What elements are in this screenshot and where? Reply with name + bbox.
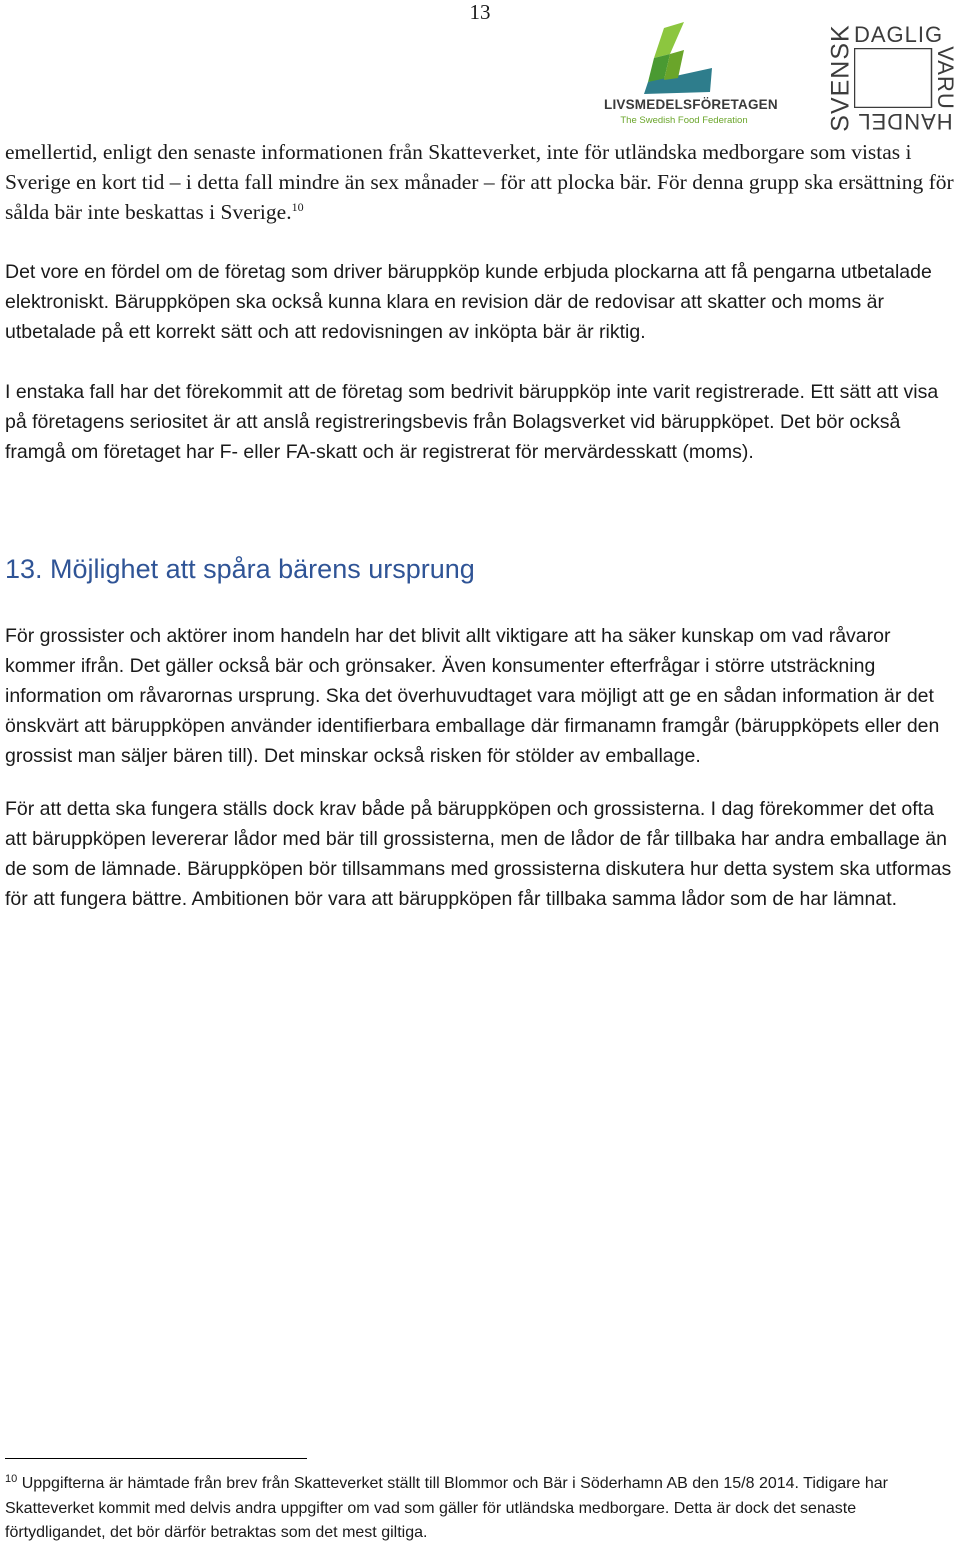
page-number: 13 — [469, 0, 491, 24]
livsmedelsforetagen-logo — [604, 20, 778, 128]
footnote-number: 10 — [5, 1473, 18, 1485]
sdh-svensk-text: SVENSK — [826, 24, 855, 132]
sdh-daglig-text: DAGLIG — [854, 22, 944, 47]
sdh-varu-text: VARU — [933, 46, 958, 110]
document-body — [5, 137, 960, 914]
livsmedelsforetagen-mark-icon — [604, 20, 764, 96]
paragraph-4: För grossister och aktörer inom handeln har det blivit allt viktigare att ha säker kunskap om vad råvaror kommer ifrån. Det gäller också bär och grönsaker. Även konsumenter efterfrågar i större utsträckning information om råvarornas ursprung. Ska det överhuvudtaget vara möjligt att ge en sådan information är det önskvärt att bäruppköpen använder identifierbara emballage där firmanamn framgår (bäruppköpets eller den grossist man säljer bären till). Det minskar också risken för stölder av emballage. — [5, 625, 940, 767]
sdh-handel-text: HANDEL — [857, 109, 953, 134]
footnote — [5, 1472, 960, 1546]
section-heading: 13. Möjlighet att spåra bärens ursprung — [5, 554, 475, 584]
paragraph-2: Det vore en fördel om de företag som driver bäruppköp kunde erbjuda plockarna att få pengarna utbetalade elektroniskt. Bäruppköpen ska också kunna klara en revision där de redovisar att skatter och moms är utbetalade på ett korrekt sätt och att redovisningen av inköpta bär är riktig. — [5, 261, 932, 343]
footnote-ref-10[interactable]: 10 — [291, 200, 304, 214]
svensk-dagligvaruhandel-logo — [828, 22, 960, 134]
sdh-frame-icon — [854, 48, 934, 108]
livsmedelsforetagen-name: LIVSMEDELSFÖRETAGEN — [604, 97, 778, 112]
paragraph-3: I enstaka fall har det förekommit att de företag som bedrivit bäruppköp inte varit registrerade. Ett sätt att visa på företagens seriositet är att anslå registreringsbevis från Bolagsverket vid bäruppköpet. Det bör också framgå om företaget har F- eller FA-skatt och är registrerat för mervärdesskatt (moms). — [5, 381, 939, 463]
footnote-text: Uppgifterna är hämtade från brev från Skatteverket ställt till Blommor och Bär i Söderhamn AB den 15/8 2014. Tidigare har Skatteverket kommit med delvis andra uppgifter om vad som gäller för utländska medborgare. Detta är dock det senaste förtydligandet, det bör därför betraktas som det mest giltiga. — [5, 1475, 888, 1541]
paragraph-5: För att detta ska fungera ställs dock krav både på bäruppköpen och grossisterna. I dag förekommer det ofta att bäruppköpen levererar lådor med bär till grossisterna, men de lådor de får tillbaka har andra emballage än de som de lämnade. Bäruppköpen bör tillsammans med grossisterna diskutera hur detta system ska utformas för att fungera bättre. Ambitionen bör vara att bäruppköpen får tillbaka samma lådor som de har lämnat. — [5, 798, 952, 910]
footnote-divider — [5, 1458, 307, 1459]
livsmedelsforetagen-subtitle: The Swedish Food Federation — [620, 115, 748, 126]
paragraph-1: emellertid, enligt den senaste informationen från Skatteverket, inte för utländska medborgare som vistas i Sverige en kort tid – i detta fall mindre än sex månader – för att plocka bär. För denna grupp ska ersättning för sålda bär inte beskattas i Sverige.$^{10}$ — [5, 140, 954, 224]
